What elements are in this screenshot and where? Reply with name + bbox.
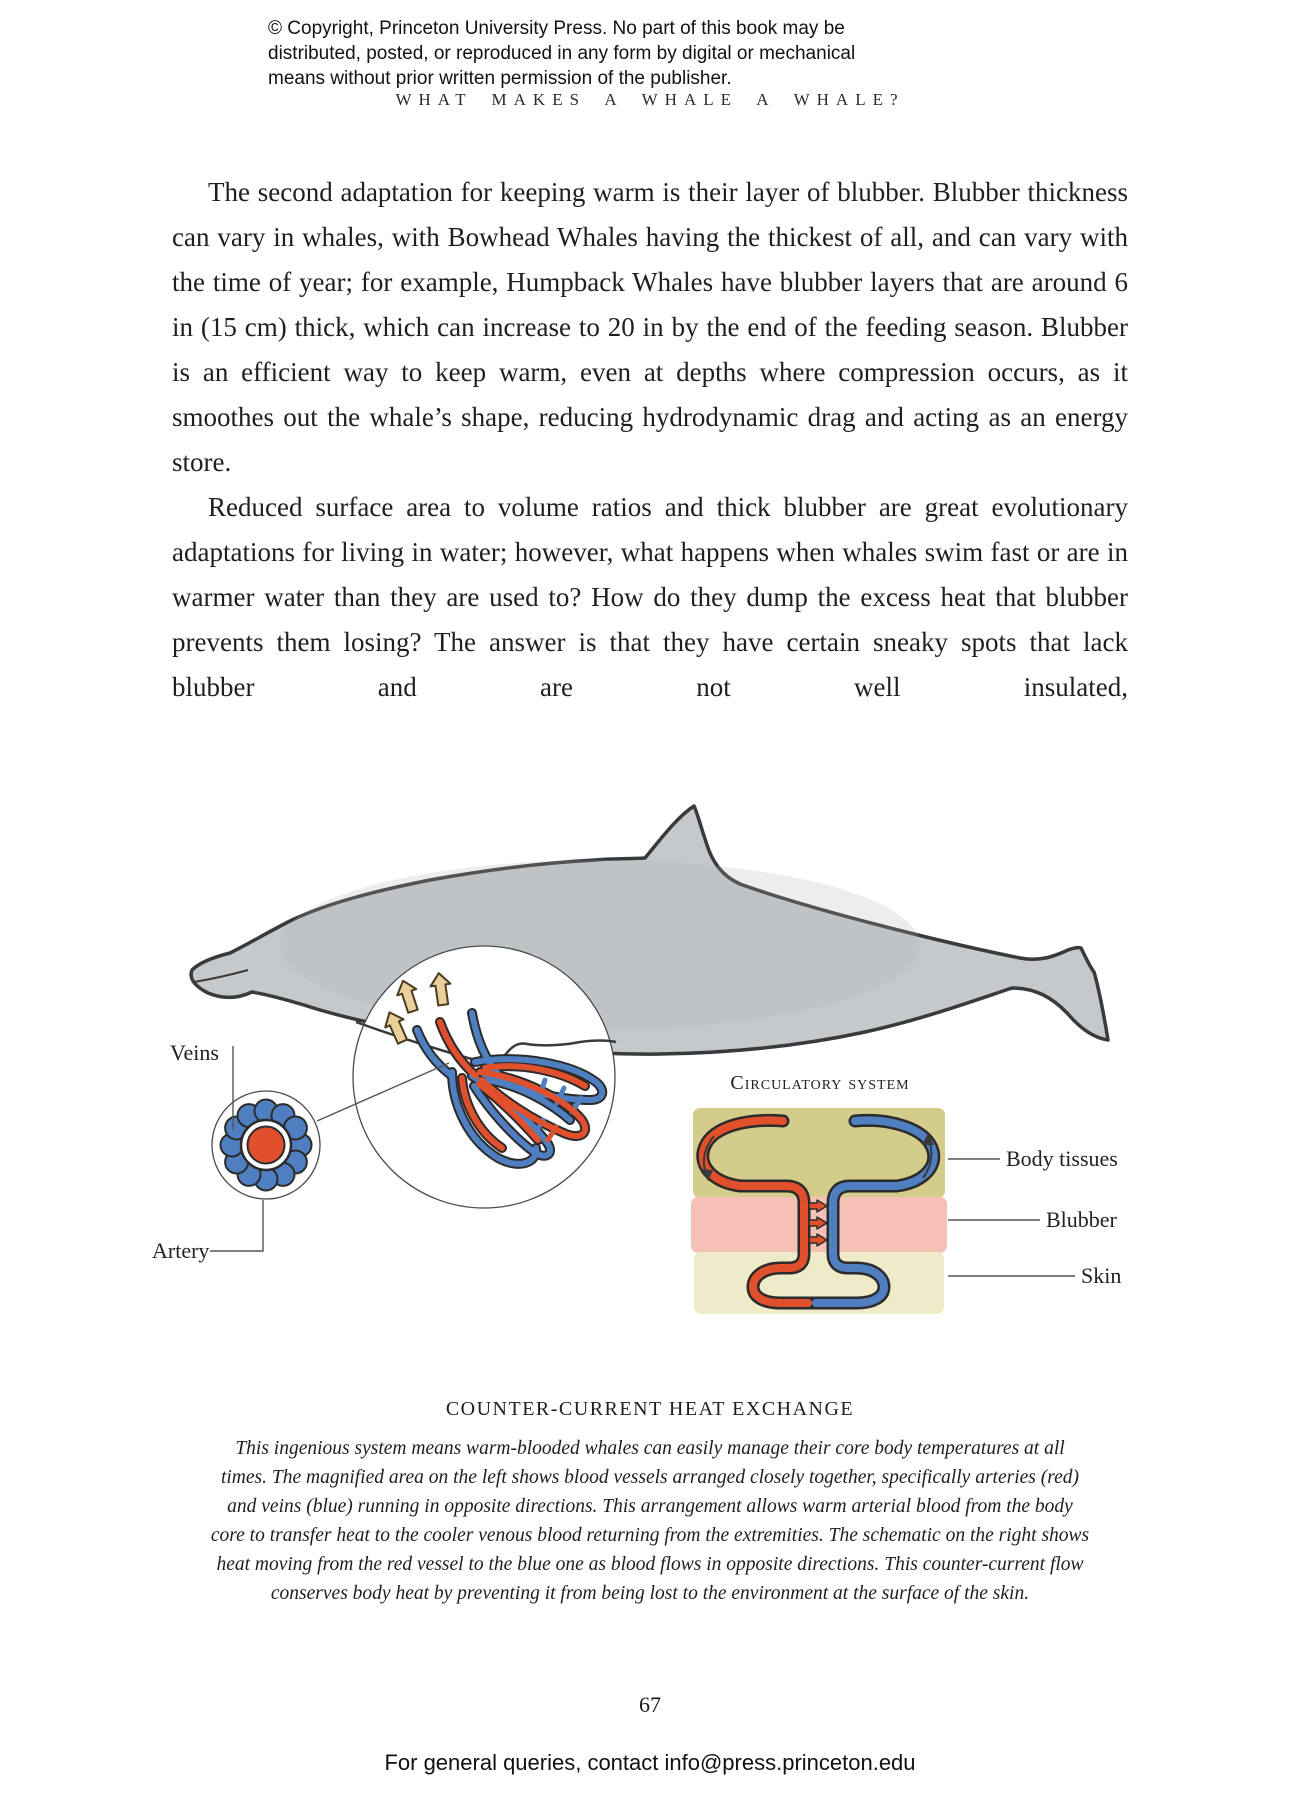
caption-line: times. The magnified area on the left shows blood vessels arranged closely together, specifically arteries (red) bbox=[220, 1467, 1080, 1488]
skin-label: Skin bbox=[1081, 1263, 1122, 1288]
page-number: 67 bbox=[639, 1692, 661, 1717]
caption-line: and veins (blue) running in opposite directions. This arrangement allows warm arterial blood from the body bbox=[227, 1496, 1073, 1517]
caption-line: conserves body heat by preventing it from being lost to the environment at the surface of the skin. bbox=[270, 1583, 1030, 1604]
footer-contact-line: For general queries, contact info@press.princeton.edu bbox=[384, 1750, 916, 1775]
artery-circle bbox=[248, 1127, 285, 1164]
artery-leader-line bbox=[210, 1200, 263, 1251]
paragraph: The second adaptation for keeping warm is their layer of blubber. Blubber thickness can vary in whales, with Bowhead Whales having the thickest of all, and can vary with the time of year; for example, Humpback Whales have blubber layers that are around 6 in (15 cm) thick, which can increase to 20 in by the end of the feeding season. Blubber is an efficient way to keep warm, even at depths where compression occurs, as it smoothes out the whale’s shape, reducing hydrodynamic drag and acting as an energy store. bbox=[172, 177, 1128, 477]
caption-line: This ingenious system means warm-blooded whales can easily manage their core body temperatures at all bbox=[235, 1438, 1065, 1459]
veins-label: Veins bbox=[170, 1040, 219, 1065]
heat-transfer-arrows bbox=[809, 1200, 827, 1246]
copyright-line: distributed, posted, or reproduced in any form by digital or mechanical bbox=[268, 43, 856, 64]
copyright-line: © Copyright, Princeton University Press. No part of this book may be bbox=[268, 18, 845, 39]
caption-title: COUNTER-CURRENT HEAT EXCHANGE bbox=[445, 1398, 855, 1420]
circulatory-system-title: Circulatory system bbox=[730, 1072, 910, 1094]
blubber-label: Blubber bbox=[1046, 1207, 1117, 1232]
copyright-line: means without prior written permission of the publisher. bbox=[268, 68, 732, 89]
body-tissues-label: Body tissues bbox=[1006, 1146, 1118, 1171]
paragraph: Reduced surface area to volume ratios and thick blubber are great evolutionary adaptations for living in water; however, what happens when whales swim fast or are in warmer water than they are used to? How do they dump the excess heat that blubber prevents them losing? The answer is that they have certain sneaky spots that lack blubber and are not well insulated, bbox=[172, 492, 1128, 702]
caption-line: heat moving from the red vessel to the blue one as blood flows in opposite directions. This counter-current flow bbox=[216, 1554, 1084, 1575]
running-head: WHAT MAKES A WHALE A WHALE? bbox=[395, 90, 905, 109]
caption-line: core to transfer heat to the cooler venous blood returning from the extremities. The schematic on the right shows bbox=[210, 1525, 1090, 1546]
figure-caption bbox=[170, 1398, 1130, 1608]
artery-label: Artery bbox=[152, 1238, 210, 1263]
